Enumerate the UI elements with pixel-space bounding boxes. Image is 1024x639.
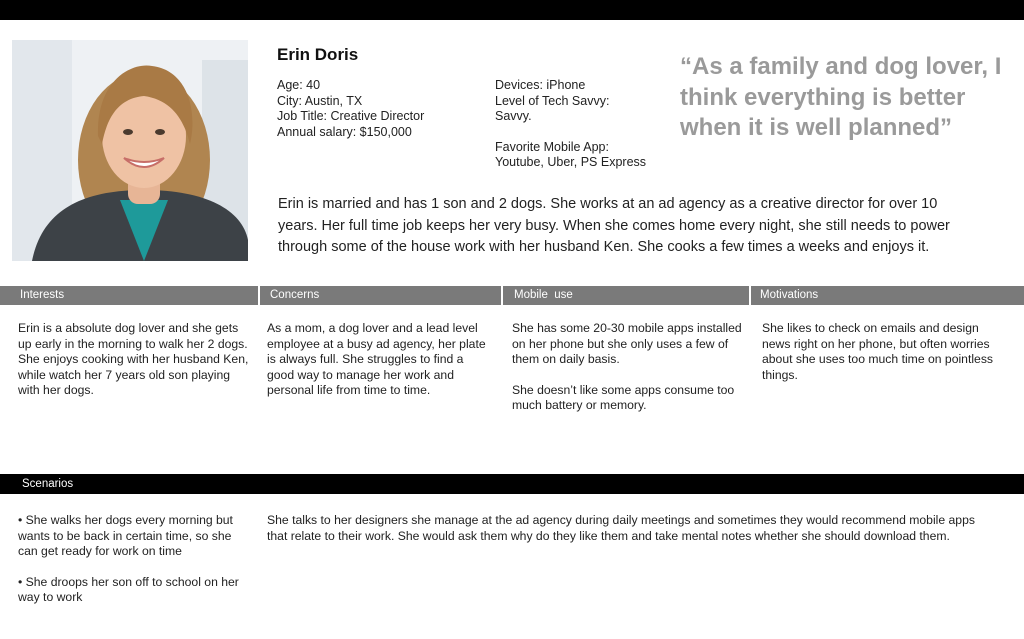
concerns-text <box>267 321 489 414</box>
interests-paragraph: Erin is a absolute dog lover and she gets up early in the morning to walk her 2 dogs. She enjoys cooking with her husband Ken, while watch her 7 years old son playing with her dogs. <box>18 321 249 397</box>
scenario-bullet: • She walks her dogs every morning but wants to be back in certain time, so she can get ready for work on time <box>18 513 233 558</box>
motivations-header: Motivations <box>760 289 819 301</box>
scenario-text: She talks to her designers she manage at the ad agency during daily meetings and sometimes they would recommend mobile apps that relate to their work. She would ask them why do they like them and take mental notes whether she should download them. <box>267 513 975 543</box>
concerns-paragraph: As a mom, a dog lover and a lead level employee at a busy ad agency, her plate is always full. She struggles to find a good way to manage her work and personal life from time to time. <box>267 321 486 397</box>
favorite-app-value: Youtube, Uber, PS Express <box>495 155 647 169</box>
interests-header: Interests <box>20 289 65 301</box>
tech-profile <box>495 78 646 171</box>
divider <box>258 286 260 305</box>
scenario-bullets <box>18 513 254 621</box>
scenario-bullet: • She droops her son off to school on her way to work <box>18 574 239 604</box>
divider <box>749 286 751 305</box>
top-bar <box>0 0 1024 20</box>
persona-name: Erin Doris <box>277 45 359 64</box>
section-header-bar <box>0 286 1024 305</box>
mobile-use-text <box>512 321 746 429</box>
job-title: Job Title: Creative Director <box>277 109 425 123</box>
motivations-text <box>762 321 994 398</box>
age: Age: 40 <box>277 78 321 92</box>
salary: Annual salary: $150,000 <box>277 124 412 139</box>
demographics <box>277 78 424 140</box>
scenarios-header-bar <box>0 474 1024 494</box>
devices: Devices: iPhone <box>495 78 586 92</box>
mobile-use-paragraph: She has some 20-30 mobile apps installed on her phone but she only uses a few of them on daily basis. <box>512 321 742 366</box>
motivations-paragraph: She likes to check on emails and design news right on her phone, but often worries about she uses too much time on pointless things. <box>762 321 994 382</box>
concerns-header: Concerns <box>270 289 320 301</box>
favorite-app-label: Favorite Mobile App: <box>495 139 609 154</box>
persona-photo <box>12 40 248 261</box>
persona-bio: Erin is married and has 1 son and 2 dogs. She works at an ad agency as a creative director for over 10 years. Her full time job keeps her very busy. When she comes home every night, she still needs to power through some of the house work with her husband Ken. She cooks a few times a weeks and enjoys it. <box>278 196 950 255</box>
tech-savvy-value: Savvy. <box>495 109 532 123</box>
scenarios-header: Scenarios <box>22 478 74 490</box>
interests-text <box>18 321 252 414</box>
persona-quote: “As a family and dog lover, I think everything is better when it is well planned” <box>680 53 1002 141</box>
city: City: Austin, TX <box>277 93 363 108</box>
tech-savvy-label: Level of Tech Savvy: <box>495 93 610 108</box>
mobile-use-header: Mobile use <box>514 289 573 301</box>
mobile-use-paragraph: She doesn’t like some apps consume too much battery or memory. <box>512 382 735 412</box>
divider <box>501 286 503 305</box>
